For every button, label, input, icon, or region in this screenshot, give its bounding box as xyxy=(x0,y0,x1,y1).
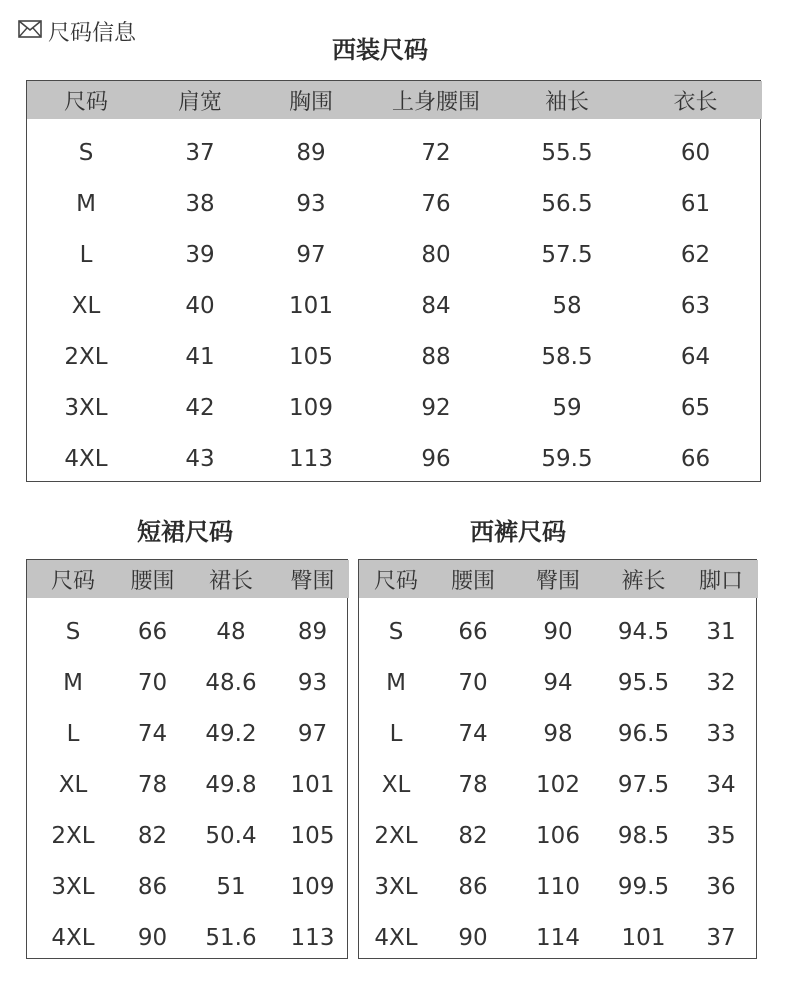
suit-column-header: 胸围 xyxy=(255,81,367,119)
skirt-column-header: 腰围 xyxy=(119,560,186,598)
table-cell: 70 xyxy=(458,669,488,696)
table-cell: 94 xyxy=(543,669,573,696)
table-cell: 101 xyxy=(621,924,666,951)
table-row xyxy=(27,382,762,433)
table-cell: 113 xyxy=(289,445,333,472)
table-cell: L xyxy=(79,241,93,268)
table-cell: 42 xyxy=(185,394,215,421)
table-cell: 63 xyxy=(680,292,711,319)
table-cell: 92 xyxy=(421,394,451,421)
pants-column-header: 腰围 xyxy=(433,560,513,598)
table-cell: 101 xyxy=(290,771,335,798)
table-cell: 39 xyxy=(185,241,215,268)
table-row xyxy=(27,598,349,657)
table-cell: 113 xyxy=(290,924,335,951)
suit-column-header: 尺码 xyxy=(27,81,145,119)
section-header xyxy=(18,14,136,48)
table-cell: 86 xyxy=(458,873,488,900)
table-cell: 48 xyxy=(216,618,246,645)
table-cell: 51.6 xyxy=(205,924,257,951)
skirt-size-table xyxy=(26,559,348,959)
table-cell: 93 xyxy=(297,669,328,696)
table-cell: 66 xyxy=(458,618,488,645)
table-cell: 93 xyxy=(296,190,326,217)
table-cell: 36 xyxy=(706,873,736,900)
suit-table-title: 西装尺码 xyxy=(332,36,428,64)
pants-table-title: 西裤尺码 xyxy=(470,518,566,546)
table-cell: 33 xyxy=(706,720,736,747)
table-cell: 109 xyxy=(289,394,333,421)
table-cell: 86 xyxy=(137,873,168,900)
suit-column-header: 上身腰围 xyxy=(367,81,505,119)
table-cell: 37 xyxy=(185,139,215,166)
table-row xyxy=(359,657,758,708)
table-cell: 58 xyxy=(552,292,582,319)
table-cell: L xyxy=(389,720,403,747)
table-cell: XL xyxy=(71,292,101,319)
table-row xyxy=(359,912,758,963)
table-row xyxy=(27,708,349,759)
table-cell: 51 xyxy=(216,873,246,900)
table-row xyxy=(27,119,762,178)
table-cell: 96 xyxy=(421,445,451,472)
table-cell: L xyxy=(66,720,80,747)
skirt-column-header: 尺码 xyxy=(27,560,119,598)
table-row xyxy=(359,598,758,657)
table-cell: 90 xyxy=(543,618,573,645)
suit-column-header: 衣长 xyxy=(629,81,762,119)
table-cell: 66 xyxy=(680,445,711,472)
table-cell: 35 xyxy=(706,822,736,849)
table-cell: 60 xyxy=(680,139,711,166)
table-cell: 4XL xyxy=(374,924,418,951)
table-cell: 3XL xyxy=(64,394,108,421)
table-cell: 94.5 xyxy=(617,618,670,645)
table-cell: 78 xyxy=(458,771,488,798)
table-cell: 2XL xyxy=(64,343,108,370)
table-cell: 90 xyxy=(458,924,488,951)
table-cell: 76 xyxy=(421,190,451,217)
table-cell: 102 xyxy=(536,771,580,798)
table-cell: 59.5 xyxy=(541,445,593,472)
table-row xyxy=(27,759,349,810)
table-cell: 65 xyxy=(680,394,711,421)
table-cell: 89 xyxy=(297,618,328,645)
table-cell: 2XL xyxy=(374,822,418,849)
table-cell: S xyxy=(65,618,81,645)
table-cell: 31 xyxy=(706,618,736,645)
table-cell: 38 xyxy=(185,190,215,217)
table-cell: 56.5 xyxy=(541,190,593,217)
table-cell: 59 xyxy=(552,394,582,421)
table-cell: 40 xyxy=(185,292,215,319)
table-cell: 50.4 xyxy=(205,822,257,849)
table-cell: 48.6 xyxy=(205,669,257,696)
table-cell: 82 xyxy=(458,822,488,849)
table-cell: 105 xyxy=(289,343,333,370)
pants-column-header: 脚口 xyxy=(684,560,758,598)
table-cell: 61 xyxy=(680,190,711,217)
table-cell: 41 xyxy=(185,343,215,370)
table-cell: 98 xyxy=(543,720,573,747)
table-cell: 32 xyxy=(706,669,736,696)
table-cell: 90 xyxy=(137,924,168,951)
table-cell: 95.5 xyxy=(617,669,670,696)
table-cell: 4XL xyxy=(51,924,95,951)
skirt-column-header: 臀围 xyxy=(276,560,349,598)
skirt-table-title: 短裙尺码 xyxy=(137,518,233,546)
table-cell: 101 xyxy=(289,292,333,319)
table-cell: 74 xyxy=(137,720,168,747)
table-cell: 96.5 xyxy=(617,720,670,747)
table-row xyxy=(27,229,762,280)
table-cell: 84 xyxy=(421,292,451,319)
table-cell: 4XL xyxy=(64,445,108,472)
table-cell: 64 xyxy=(680,343,711,370)
suit-column-header: 肩宽 xyxy=(145,81,255,119)
table-cell: 109 xyxy=(290,873,335,900)
table-cell: 110 xyxy=(536,873,580,900)
table-cell: 105 xyxy=(290,822,335,849)
table-cell: 43 xyxy=(185,445,215,472)
section-header-label: 尺码信息 xyxy=(48,20,137,46)
table-cell: 106 xyxy=(536,822,580,849)
table-cell: 34 xyxy=(706,771,736,798)
table-cell: 37 xyxy=(706,924,736,951)
table-cell: 99.5 xyxy=(617,873,670,900)
table-cell: 3XL xyxy=(374,873,418,900)
table-cell: M xyxy=(63,669,83,696)
mail-icon xyxy=(18,19,48,44)
table-cell: 55.5 xyxy=(541,139,593,166)
table-cell: 97 xyxy=(296,241,326,268)
table-cell: 57.5 xyxy=(541,241,593,268)
table-cell: 88 xyxy=(421,343,451,370)
table-cell: 58.5 xyxy=(541,343,593,370)
table-row xyxy=(359,810,758,861)
table-row xyxy=(27,433,762,484)
table-cell: 66 xyxy=(137,618,168,645)
table-row xyxy=(27,861,349,912)
table-row xyxy=(359,708,758,759)
table-cell: 97 xyxy=(297,720,328,747)
table-row xyxy=(27,657,349,708)
table-row xyxy=(27,912,349,963)
table-cell: 80 xyxy=(421,241,451,268)
table-cell: 82 xyxy=(137,822,168,849)
table-row xyxy=(27,331,762,382)
table-row xyxy=(27,810,349,861)
table-row xyxy=(27,280,762,331)
table-cell: 62 xyxy=(680,241,711,268)
pants-column-header: 尺码 xyxy=(359,560,433,598)
table-cell: M xyxy=(76,190,96,217)
skirt-column-header: 裙长 xyxy=(186,560,276,598)
pants-column-header: 臀围 xyxy=(513,560,603,598)
suit-size-table xyxy=(26,80,761,482)
table-cell: 3XL xyxy=(51,873,95,900)
table-cell: 89 xyxy=(296,139,326,166)
table-cell: 70 xyxy=(137,669,168,696)
table-row xyxy=(27,178,762,229)
table-cell: 2XL xyxy=(51,822,95,849)
table-cell: 74 xyxy=(458,720,488,747)
table-cell: S xyxy=(78,139,94,166)
table-cell: 78 xyxy=(137,771,168,798)
pants-column-header: 裤长 xyxy=(603,560,684,598)
table-row xyxy=(359,759,758,810)
table-row xyxy=(359,861,758,912)
table-cell: S xyxy=(388,618,404,645)
table-cell: 114 xyxy=(536,924,580,951)
table-cell: XL xyxy=(381,771,411,798)
table-cell: 97.5 xyxy=(617,771,670,798)
table-cell: 49.8 xyxy=(205,771,257,798)
table-cell: 72 xyxy=(421,139,451,166)
table-cell: 49.2 xyxy=(205,720,257,747)
table-cell: XL xyxy=(58,771,88,798)
table-cell: M xyxy=(386,669,406,696)
suit-column-header: 袖长 xyxy=(505,81,629,119)
pants-size-table xyxy=(358,559,757,959)
table-cell: 98.5 xyxy=(617,822,670,849)
